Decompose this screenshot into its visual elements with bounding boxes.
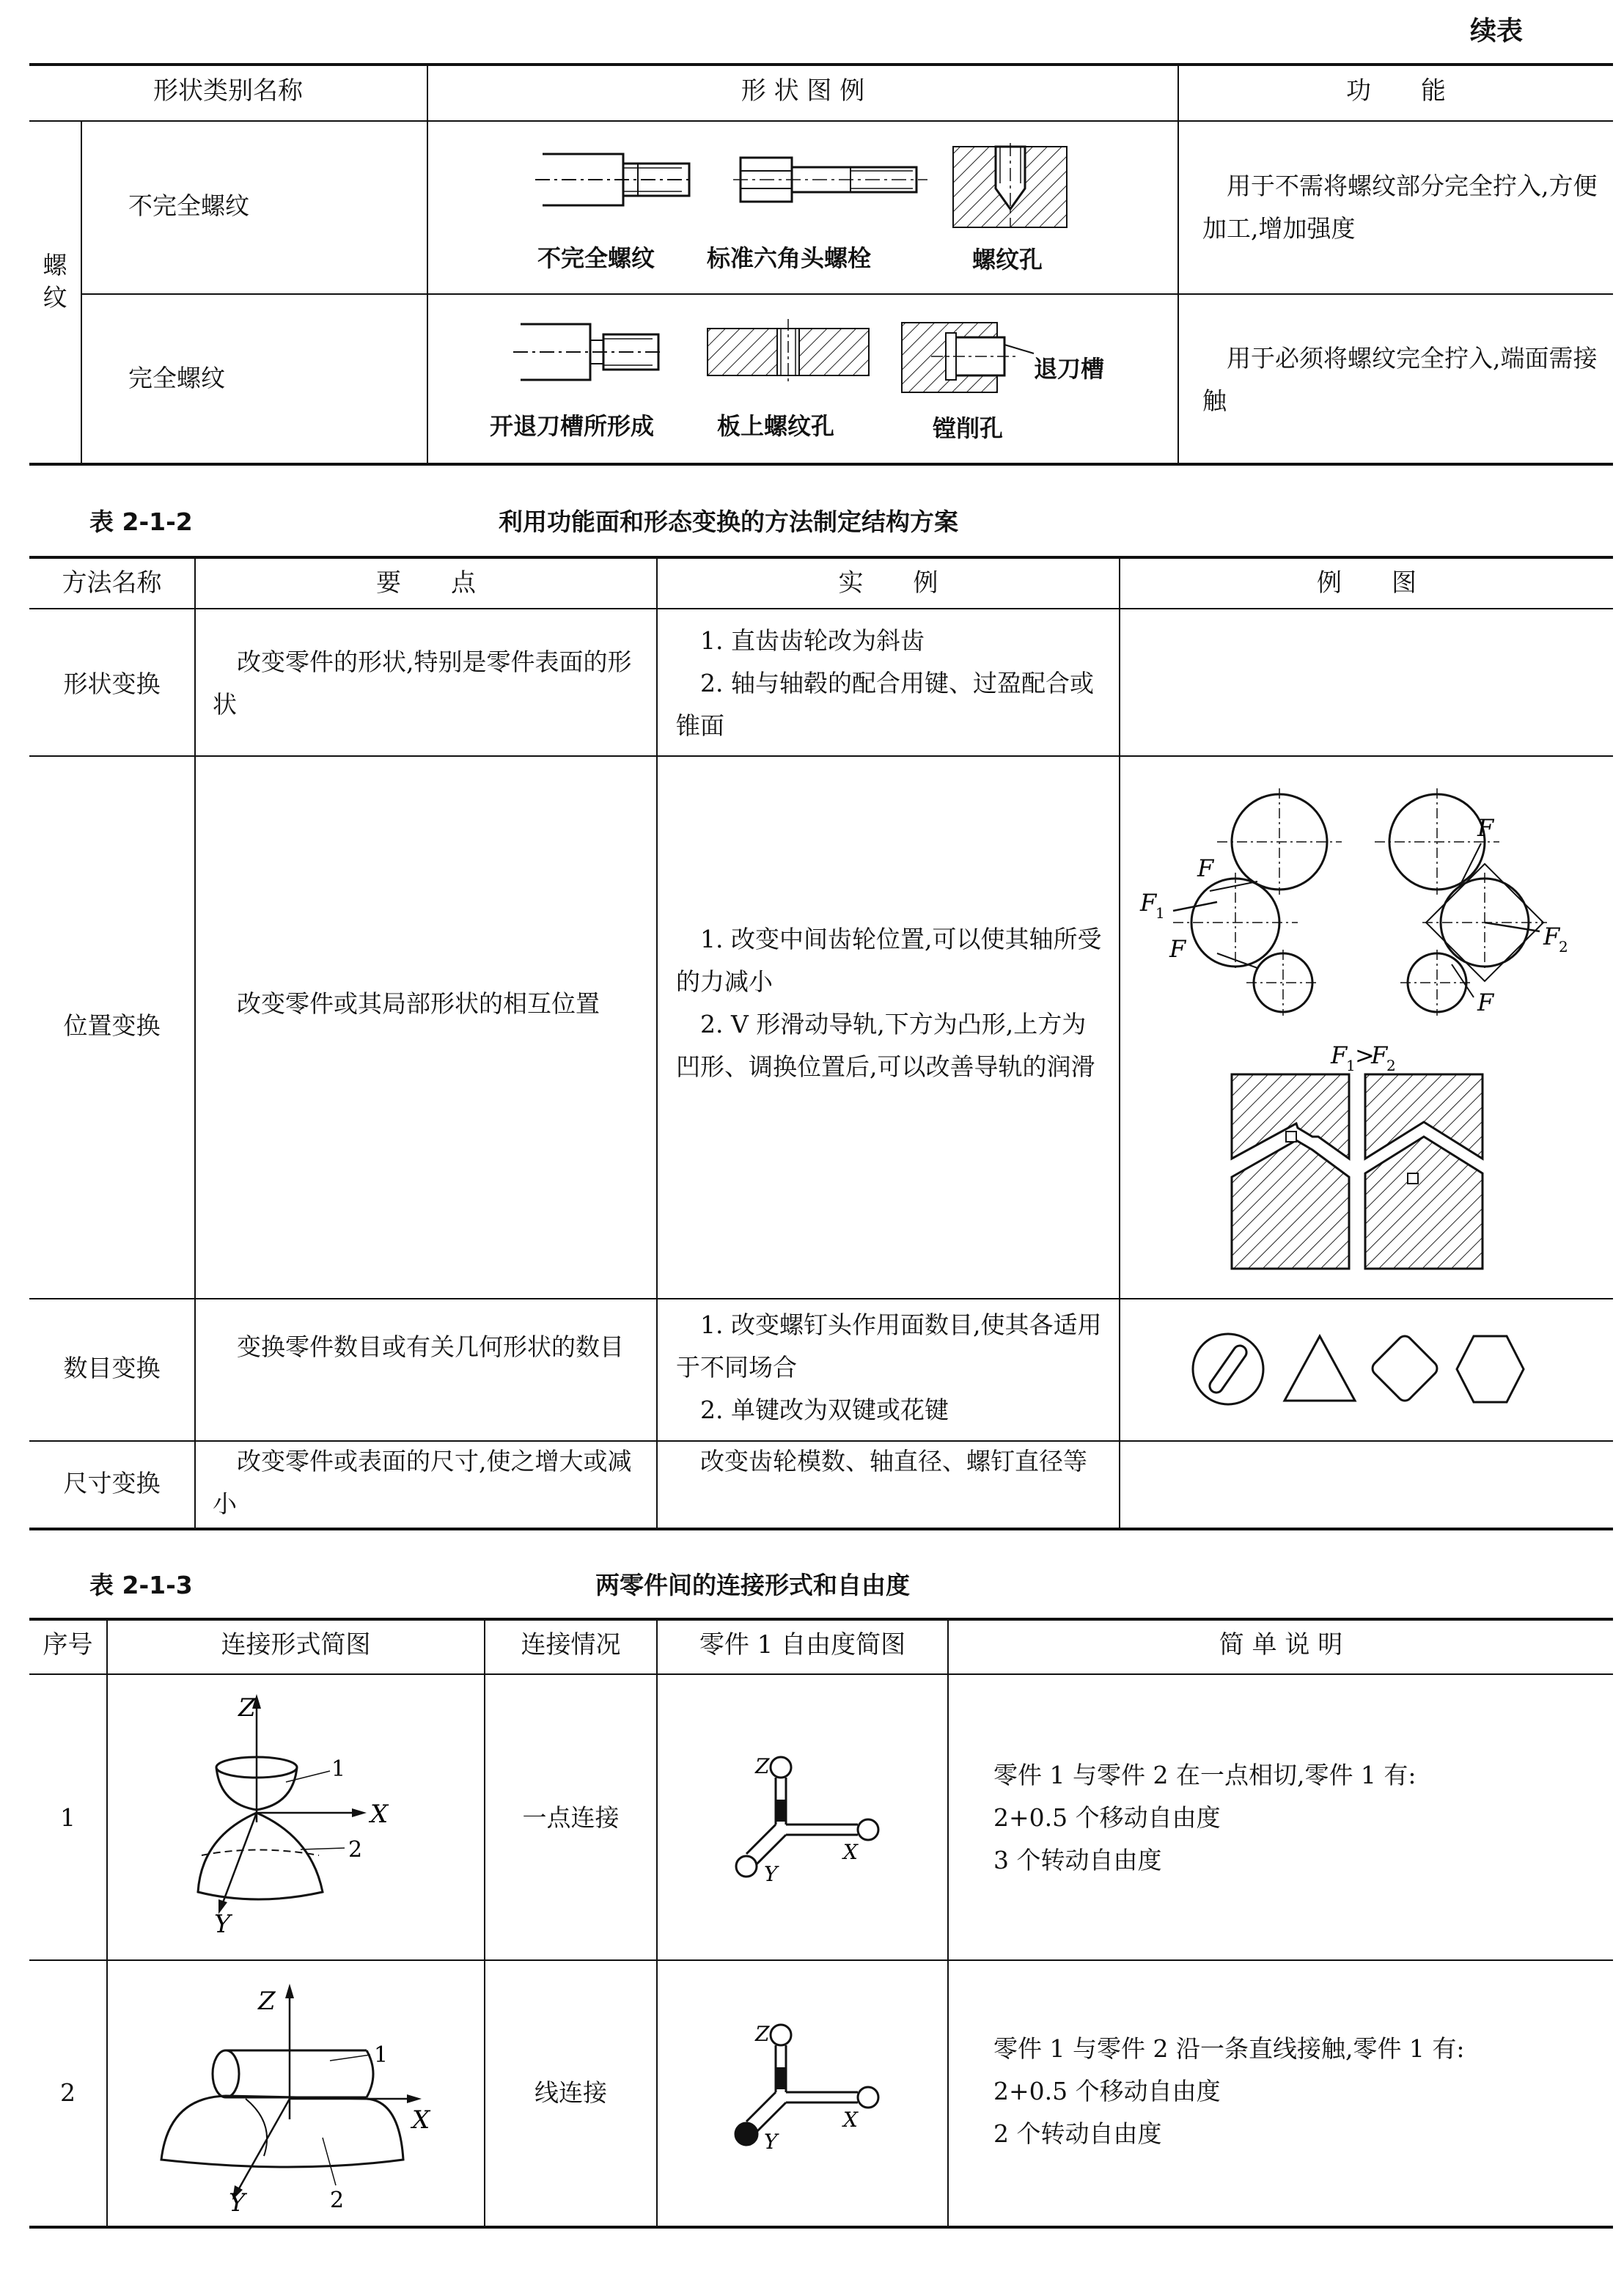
gear-label-F-top: F bbox=[1197, 854, 1214, 882]
t3-row2-type: 线连接 bbox=[534, 2078, 607, 2107]
t3-title: 两零件间的连接形式和自由度 bbox=[595, 1571, 910, 1599]
t1-header-function: 功 能 bbox=[1346, 76, 1446, 106]
t2-header-figure: 例 图 bbox=[1317, 568, 1417, 598]
t1-header-figure: 形 状 图 例 bbox=[741, 76, 865, 106]
fig-label-bored-hole: 镗削孔 bbox=[933, 414, 1004, 442]
gear-compare-F1: F bbox=[1331, 1041, 1348, 1069]
t3-header-type: 连接情况 bbox=[521, 1630, 621, 1660]
continued-label: 续表 bbox=[1470, 16, 1524, 46]
fig-label-incomplete-thread: 不完全螺纹 bbox=[537, 244, 655, 272]
t3-header-dof: 零件 1 自由度简图 bbox=[699, 1630, 906, 1660]
fig-label-plate-hole: 板上螺纹孔 bbox=[717, 412, 835, 440]
t2-header-point: 要 点 bbox=[376, 568, 476, 598]
gear-guideway-figure bbox=[1129, 777, 1606, 1291]
t3-number: 表 2-1-3 bbox=[89, 1571, 193, 1599]
t1-row2-function: 用于必须将螺纹完全拧入,端面需接触 bbox=[1202, 344, 1598, 415]
t2-row-size-example: 改变齿轮模数、轴直径、螺钉直径等 bbox=[676, 1447, 1087, 1475]
dof-x-label: X bbox=[843, 1840, 858, 1864]
part-2-label-2: 2 bbox=[330, 2188, 345, 2213]
axis-x-label: X bbox=[370, 1800, 389, 1829]
axis-x-label-2: X bbox=[412, 2105, 430, 2135]
t3-row1-type: 一点连接 bbox=[522, 1803, 620, 1832]
t1-header-category: 形状类别名称 bbox=[153, 76, 303, 106]
t2-row-position-example: 1. 改变中间齿轮位置,可以使其轴所受的力减小 2. V 形滑动导轨,下方为凸形,上方为凹形、调换位置后,可以改善导轨的润滑 bbox=[676, 925, 1102, 1081]
gear-label-F-right-bottom: F bbox=[1477, 989, 1494, 1016]
gear-label-F2: F bbox=[1543, 923, 1560, 950]
t2-number: 表 2-1-2 bbox=[89, 507, 193, 536]
t1-group-thread: 螺 纹 bbox=[43, 251, 67, 312]
t2-row-shape-example: 1. 直齿齿轮改为斜齿 2. 轴与轴毂的配合用键、过盈配合或锥面 bbox=[676, 626, 1094, 740]
line-contact-sketch bbox=[147, 1973, 455, 2215]
callout-relief-groove: 退刀槽 bbox=[1034, 355, 1105, 383]
dof-sketch-line-contact bbox=[726, 2013, 902, 2160]
dof-y-label: Y bbox=[764, 1862, 778, 1886]
axis-z-label: Z bbox=[238, 1693, 256, 1723]
t1-row1-function: 用于不需将螺纹部分完全拧入,方便加工,增加强度 bbox=[1202, 172, 1598, 243]
t2-row-number-point: 变换零件数目或有关几何形状的数目 bbox=[213, 1332, 624, 1361]
t2-row-number-name: 数目变换 bbox=[63, 1354, 161, 1382]
gear-compare-F1-sub: 1 bbox=[1346, 1057, 1356, 1074]
t2-row-position-point: 改变零件或其局部形状的相互位置 bbox=[213, 989, 600, 1018]
t2-row-shape-point: 改变零件的形状,特别是零件表面的形状 bbox=[213, 648, 632, 719]
t3-row1-no: 1 bbox=[60, 1803, 76, 1832]
gear-label-F2-sub: 2 bbox=[1559, 938, 1568, 956]
fig-label-hex-bolt: 标准六角头螺栓 bbox=[707, 244, 872, 272]
t3-row2-desc: 零件 1 与零件 2 沿一条直线接触,零件 1 有: 2+0.5 个移动自由度 2 个转动自由度 bbox=[993, 2034, 1465, 2148]
t2-row-size-point: 改变零件或表面的尺寸,使之增大或减小 bbox=[213, 1447, 632, 1518]
t2-row-shape-name: 形状变换 bbox=[63, 670, 161, 698]
part-2-label: 2 bbox=[348, 1837, 363, 1863]
part-1-label: 1 bbox=[331, 1756, 346, 1782]
t3-row2-no: 2 bbox=[60, 2078, 76, 2107]
t2-header-method: 方法名称 bbox=[62, 568, 162, 598]
t1-row1-name: 不完全螺纹 bbox=[128, 191, 249, 220]
t2-header-example: 实 例 bbox=[838, 568, 938, 598]
t1-row2-name: 完全螺纹 bbox=[128, 364, 225, 392]
dof-z-label: Z bbox=[755, 1754, 770, 1778]
thread-figures-row1 bbox=[528, 143, 1070, 231]
t3-header-desc: 简 单 说 明 bbox=[1219, 1630, 1343, 1660]
t3-header-no: 序号 bbox=[43, 1630, 93, 1660]
point-contact-sketch bbox=[169, 1687, 447, 1936]
gear-compare-F2: F bbox=[1371, 1041, 1388, 1069]
gear-label-F1-sub: 1 bbox=[1155, 904, 1165, 922]
t2-title: 利用功能面和形态变换的方法制定结构方案 bbox=[499, 507, 958, 536]
gear-compare-rel: > bbox=[1355, 1041, 1375, 1069]
gear-label-F-right-top: F bbox=[1477, 814, 1494, 842]
t3-header-sketch: 连接形式简图 bbox=[221, 1630, 371, 1660]
t2-row-size-name: 尺寸变换 bbox=[63, 1469, 161, 1497]
axis-y-label: Y bbox=[214, 1910, 231, 1936]
dof2-y-label: Y bbox=[764, 2130, 778, 2154]
part-1-label-2: 1 bbox=[374, 2042, 389, 2068]
dof2-x-label: X bbox=[843, 2108, 858, 2132]
t3-row1-desc: 零件 1 与零件 2 在一点相切,零件 1 有: 2+0.5 个移动自由度 3 个转动自由度 bbox=[993, 1761, 1417, 1874]
axis-z-label-2: Z bbox=[258, 1987, 276, 2016]
fig-label-relief-groove: 开退刀槽所形成 bbox=[490, 412, 655, 440]
fig-label-threaded-hole: 螺纹孔 bbox=[972, 246, 1043, 274]
screw-head-shapes-figure bbox=[1188, 1327, 1532, 1412]
axis-y-label-2: Y bbox=[229, 2188, 246, 2215]
gear-label-F1: F bbox=[1140, 889, 1157, 917]
t2-row-position-name: 位置变换 bbox=[63, 1011, 161, 1040]
gear-compare-F2-sub: 2 bbox=[1386, 1057, 1396, 1074]
dof2-z-label: Z bbox=[755, 2022, 770, 2046]
t2-row-number-example: 1. 改变螺钉头作用面数目,使其各适用于不同场合 2. 单键改为双键或花键 bbox=[676, 1310, 1102, 1424]
gear-label-F-bottom: F bbox=[1169, 935, 1186, 963]
dof-sketch-point-contact bbox=[726, 1745, 902, 1892]
